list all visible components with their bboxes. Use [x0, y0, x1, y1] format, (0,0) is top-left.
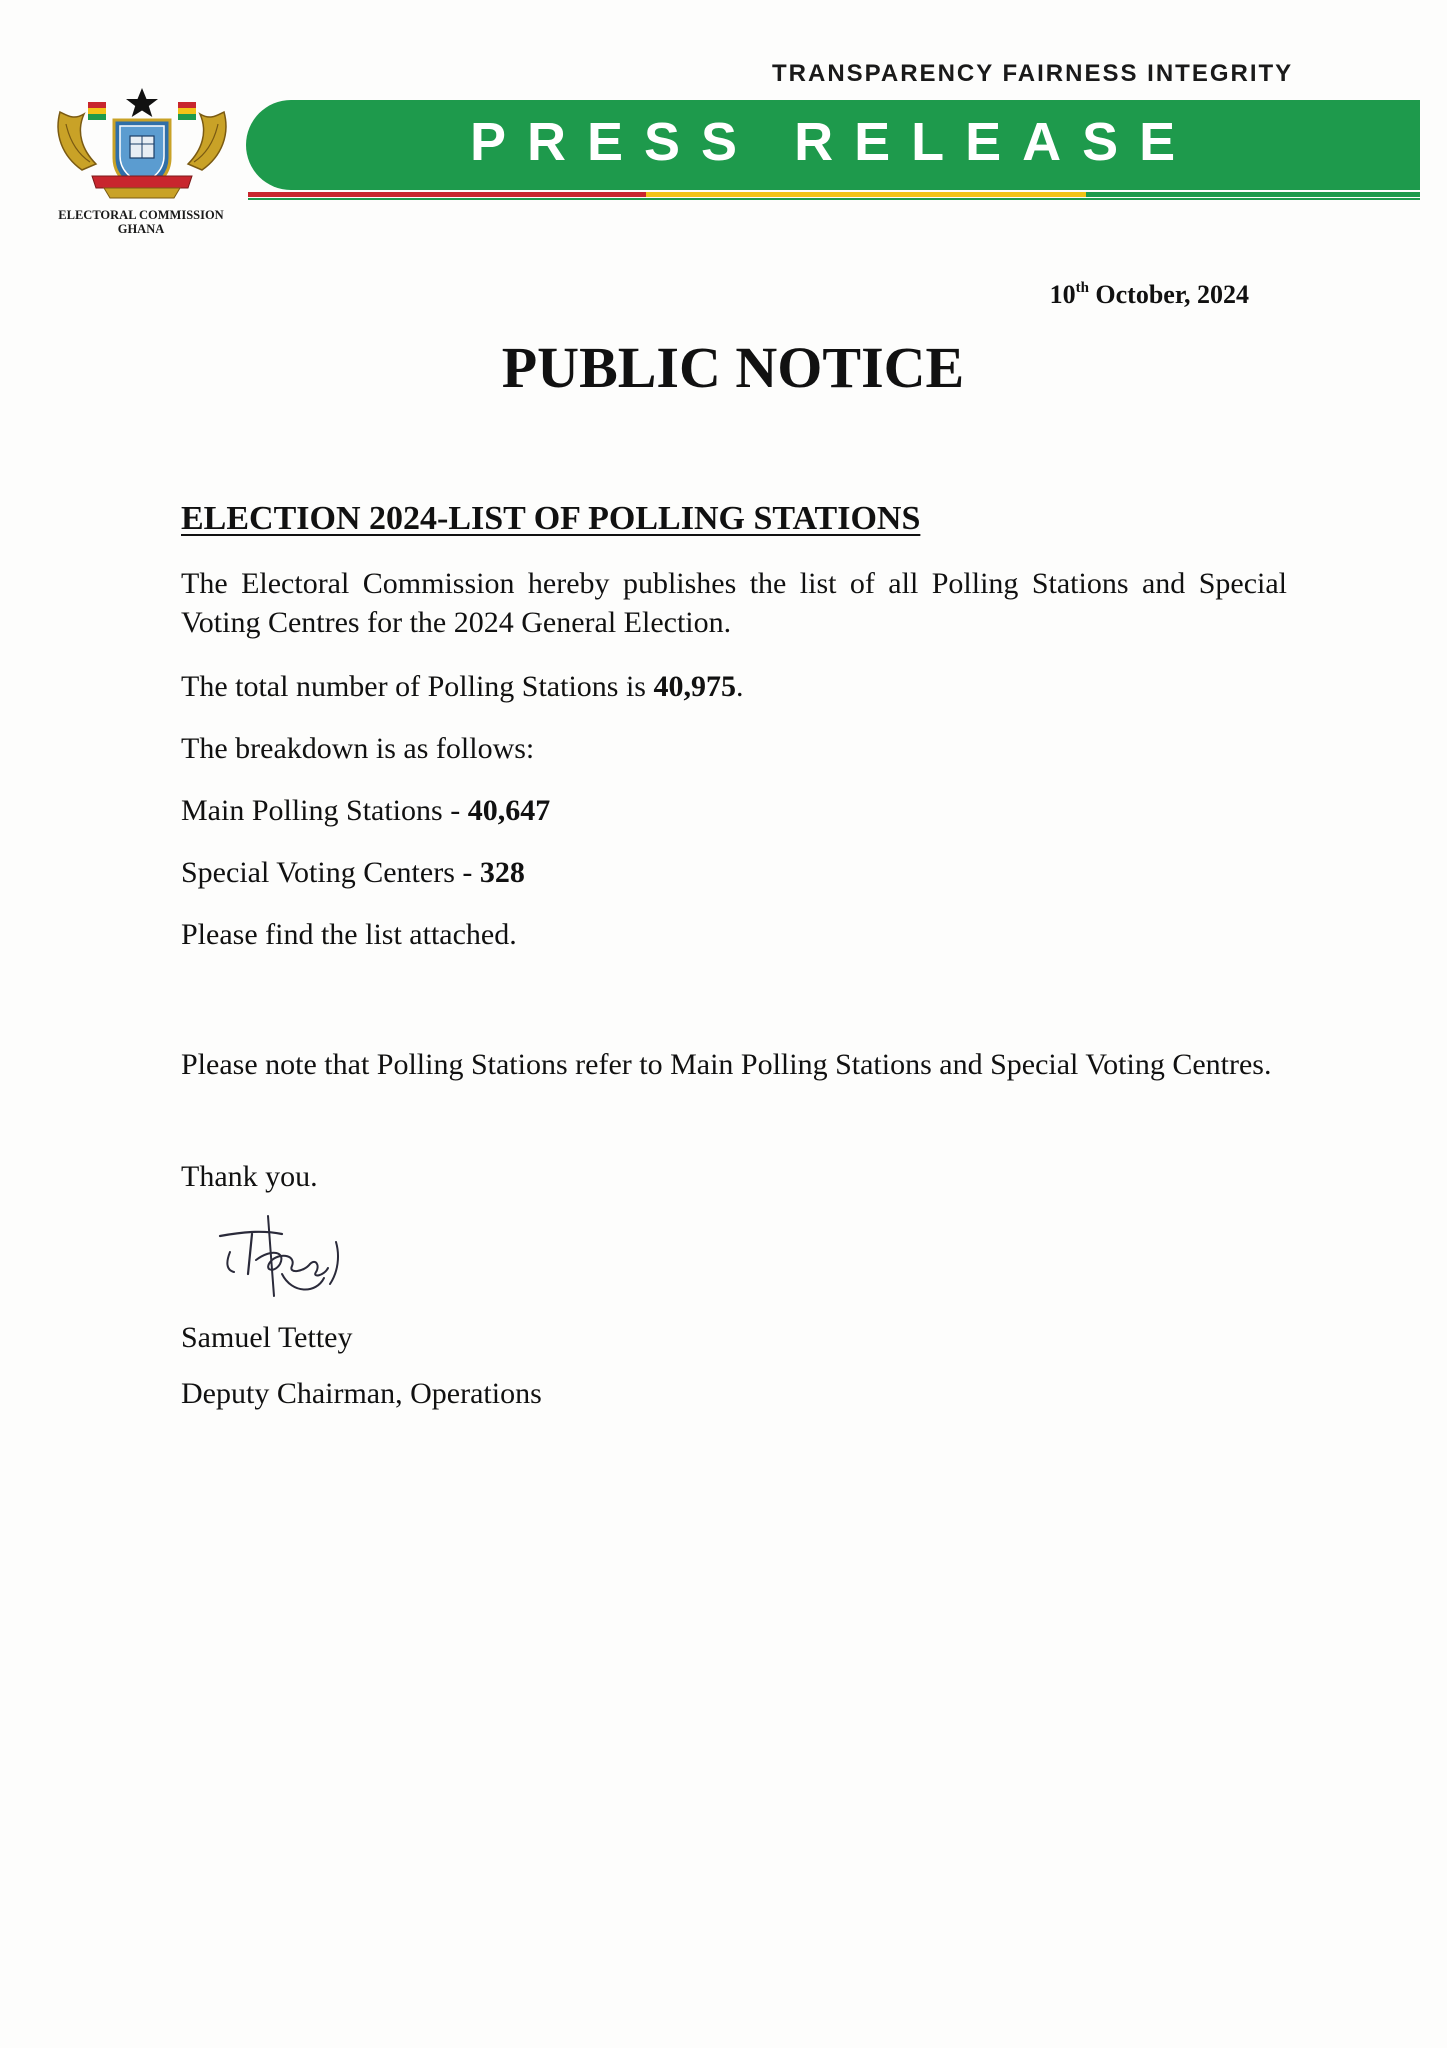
right-eagle-icon	[188, 112, 226, 170]
breakdown-intro: The breakdown is as follows:	[181, 732, 535, 765]
motto: TRANSPARENCY FAIRNESS INTEGRITY	[772, 60, 1294, 87]
left-eagle-icon	[58, 112, 96, 170]
stripe-red	[248, 192, 646, 197]
signature-image	[212, 1212, 352, 1300]
black-star-icon	[126, 88, 158, 117]
total-end: .	[735, 670, 744, 703]
date-rest: October, 2024	[1088, 280, 1249, 309]
date-suffix: th	[1075, 280, 1089, 296]
logo-caption-line1: ELECTORAL COMMISSION	[58, 208, 224, 222]
release-date	[1050, 280, 1249, 310]
special-centers-label: Special Voting Centers -	[181, 856, 480, 889]
stripe-green	[1086, 192, 1420, 197]
main-stations-line	[181, 791, 1287, 830]
coat-of-arms-logo	[52, 84, 232, 204]
thanks-line: Thank you.	[181, 1160, 318, 1193]
banner-title: PRESS RELEASE	[470, 112, 1197, 172]
date-day: 10	[1049, 280, 1076, 309]
intro-paragraph: The Electoral Commission hereby publishes the list of all Polling Stations and Special Voting Centres for the 2024 General Election.	[181, 567, 1287, 639]
section-heading: ELECTION 2024-LIST OF POLLING STATIONS	[181, 500, 921, 537]
total-value: 40,975	[653, 670, 736, 703]
special-centers-line	[181, 853, 1287, 892]
page-title: PUBLIC NOTICE	[501, 335, 965, 400]
stripe-thin-green	[248, 198, 1420, 200]
main-stations-value: 40,647	[467, 794, 551, 827]
total-label: The total number of Polling Stations is	[181, 670, 654, 703]
signatory-role: Deputy Chairman, Operations	[181, 1377, 542, 1410]
main-stations-label: Main Polling Stations -	[181, 794, 468, 827]
logo-caption	[40, 208, 242, 236]
total-paragraph	[181, 667, 1287, 706]
stripe-yellow	[646, 192, 1086, 197]
note-paragraph: Please note that Polling Stations refer to Main Polling Stations and Special Voting Centres.	[181, 1048, 1272, 1081]
attached-line: Please find the list attached.	[181, 918, 517, 951]
logo-caption-line2: GHANA	[117, 222, 165, 236]
signatory-name: Samuel Tettey	[181, 1321, 353, 1354]
special-centers-value: 328	[479, 856, 525, 889]
